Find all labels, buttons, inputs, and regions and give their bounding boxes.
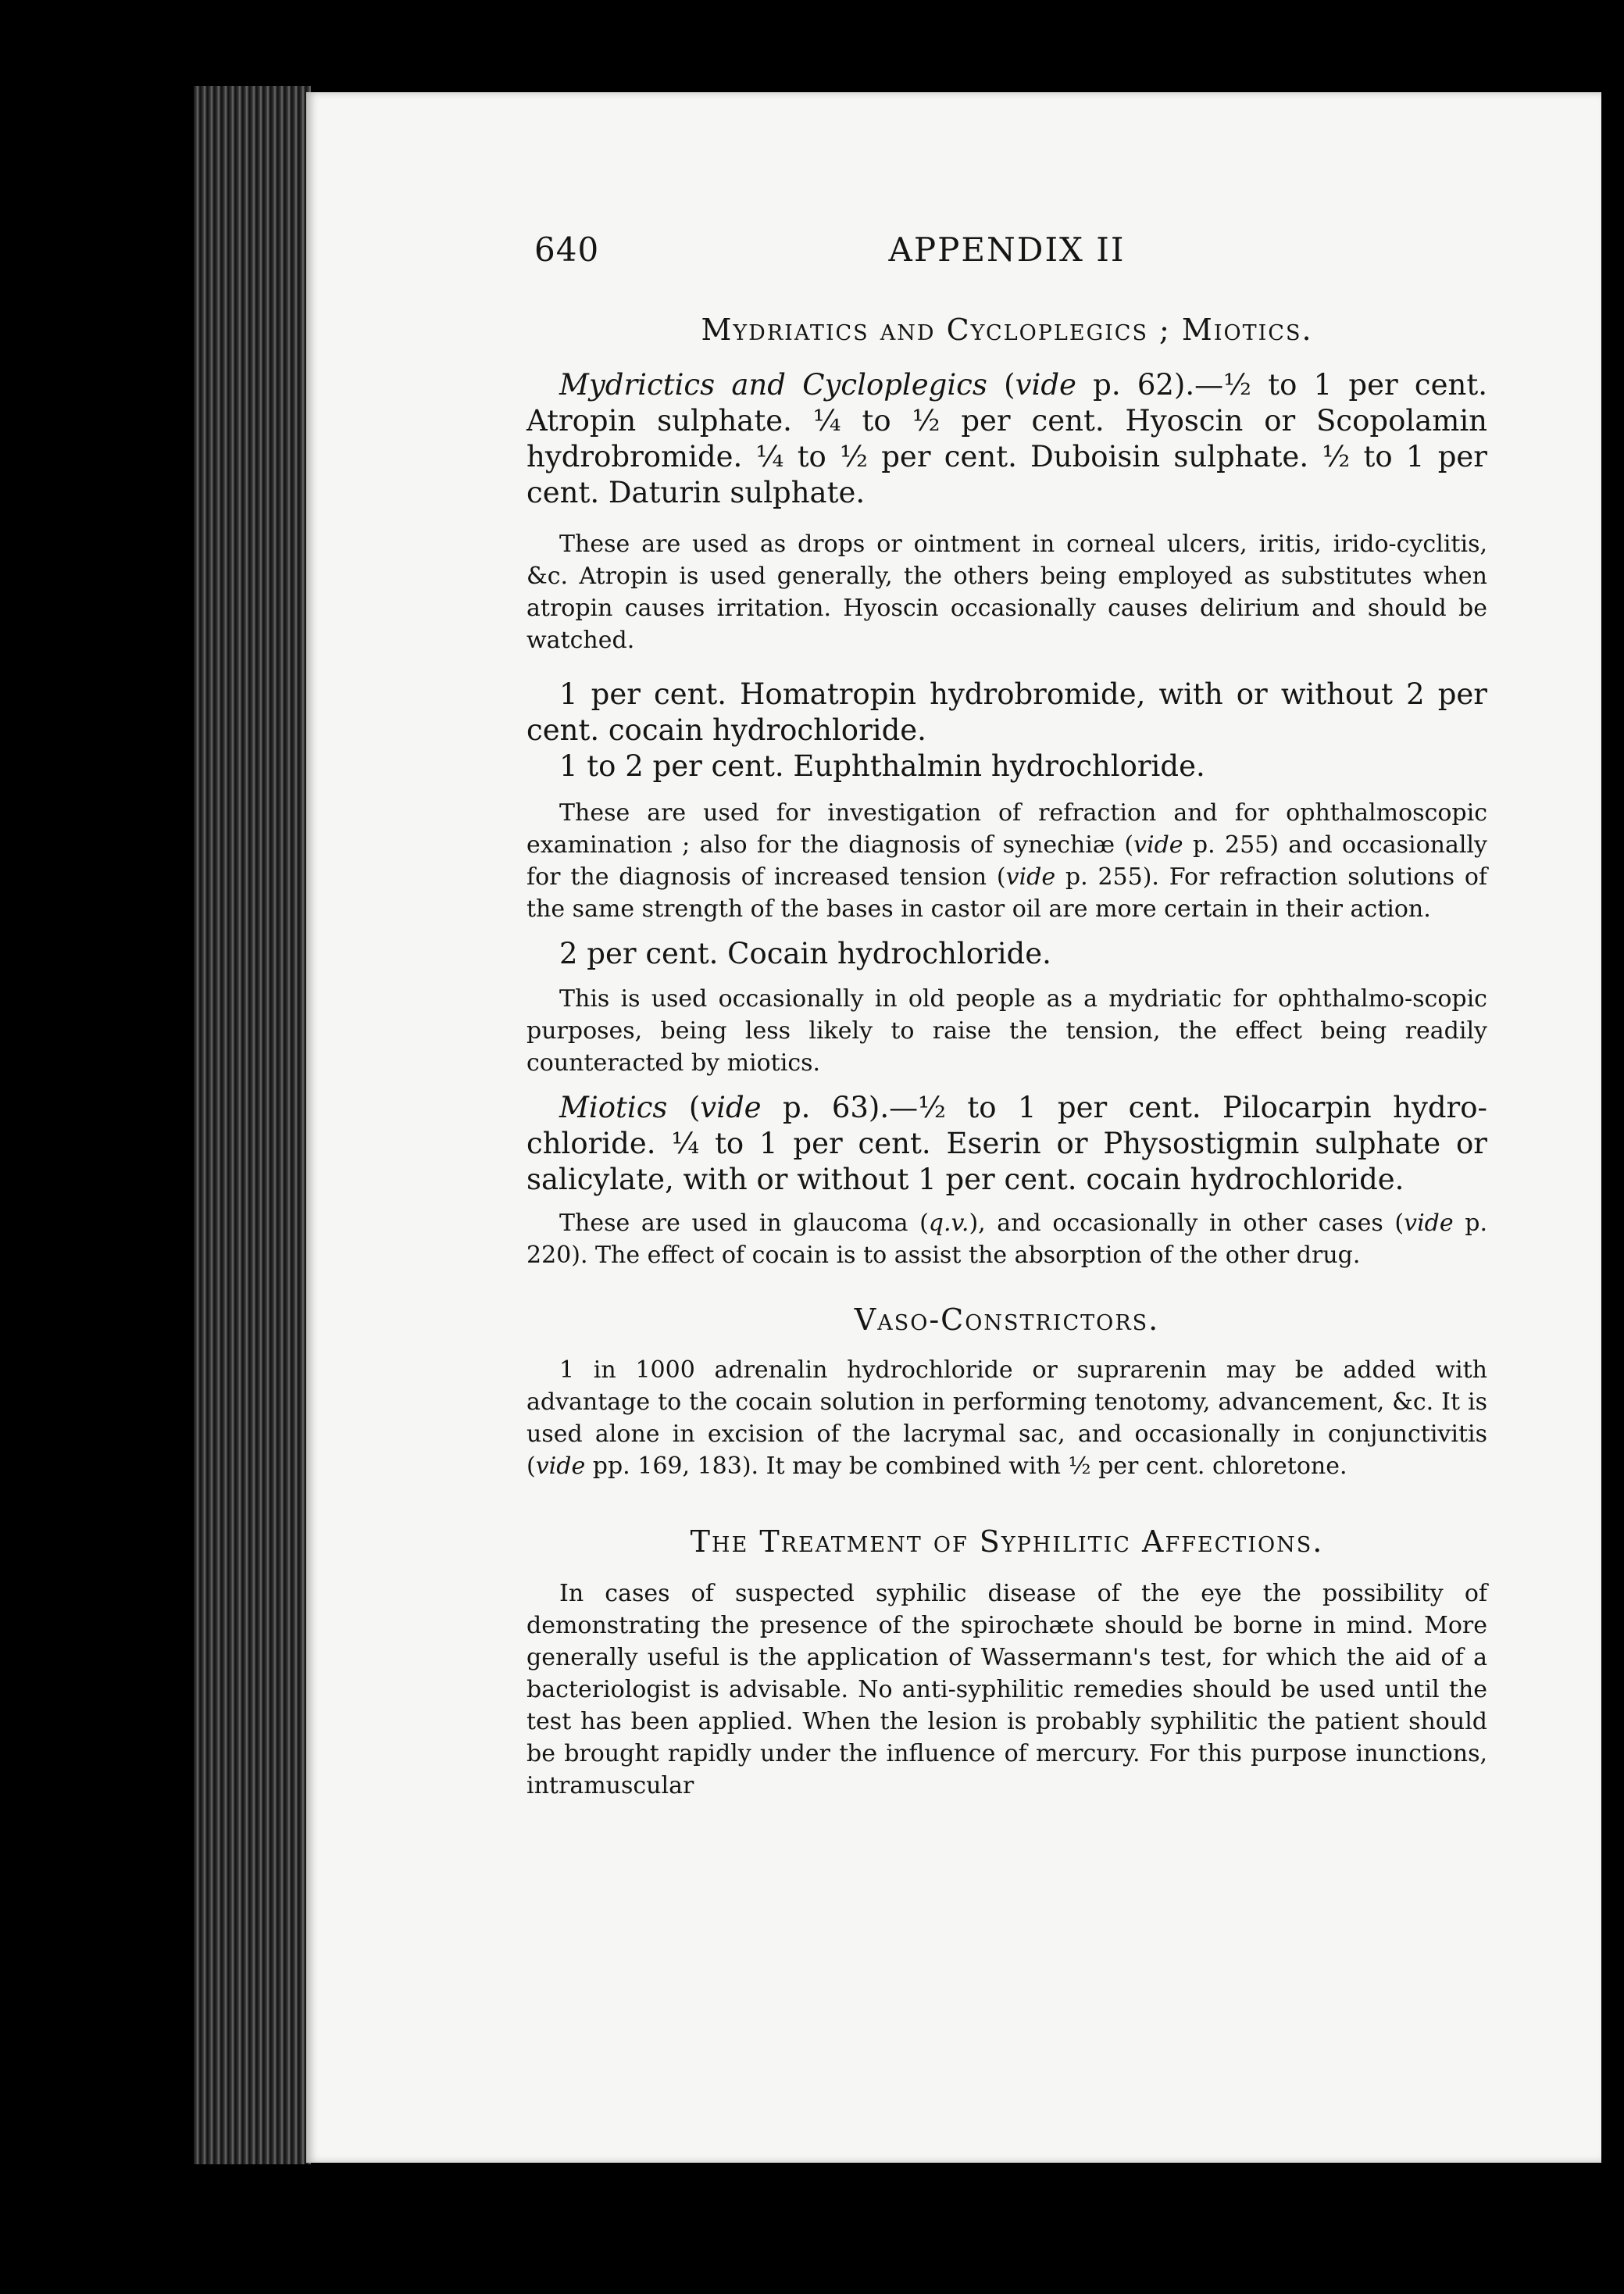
- book-edge: [194, 86, 311, 2164]
- paragraph-euphthalmin: 1 to 2 per cent. Euphthalmin hydrochloride.: [559, 749, 1205, 783]
- note-text: These are used in glaucoma (: [559, 1210, 929, 1237]
- paragraph-homatropin: 1 per cent. Homatropin hydrobromide, with or without 2 per cent. cocain hydrochloride.: [526, 677, 1487, 747]
- note-refraction: [526, 797, 1487, 925]
- lead-term: Miotics: [559, 1091, 668, 1124]
- page-content: [526, 227, 1487, 1802]
- paragraph-miotics: Miotics (vide p. 63).—½ to 1 per cent. Pilocarpin hydro-chloride. ¼ to 1 per cent. Eserin or Physostigmin sulphate or salicylate, with or without 1 per cent. cocain hydrochloride.: [526, 1091, 1487, 1196]
- section-heading-syphilis: The Treatment of Syphilitic Affections.: [690, 1524, 1324, 1559]
- vide-ref: vide: [1005, 863, 1056, 891]
- paragraph-text: pp. 169, 183). It may be combined with ½ per cent. chloretone.: [585, 1453, 1347, 1480]
- note-miotics: [526, 1207, 1487, 1271]
- note-text: p. 220). The effect of cocain is to assist the absorption of the other drug.: [526, 1210, 1487, 1269]
- paragraph-text: p. 62).—½ to 1 per cent. Atropin sulphate. ¼ to ½ per cent. Hyoscin or Scopolamin hydrobromide. ¼ to ½ per cent. Duboisin sulphate. ½ to 1 per cent. Daturin sulphate.: [526, 368, 1487, 509]
- note-text: ), and occasionally in other cases (: [969, 1210, 1404, 1237]
- qv-ref: q.v.: [928, 1210, 969, 1237]
- vide-ref: vide: [1404, 1210, 1454, 1237]
- note-mydriatics: These are used as drops or ointment in corneal ulcers, iritis, irido-cyclitis, &c. Atropin is used generally, the others being employed as substitutes when atropin causes irritation. Hyoscin occasionally causes delirium and should be watched.: [526, 531, 1487, 654]
- section-heading-mydriatics: Mydriatics and Cycloplegics ; Miotics.: [701, 313, 1313, 347]
- note-text: p. 255) and occasionally for the diagnosis of increased tension (: [526, 831, 1487, 891]
- paragraph-mydriatics: Mydrictics and Cycloplegics (vide p. 62).—½ to 1 per cent. Atropin sulphate. ¼ to ½ per cent. Hyoscin or Scopolamin hydrobromide. ¼ to ½ per cent. Duboisin sulphate. ½ to 1 per cent. Daturin sulphate.: [526, 368, 1487, 509]
- paragraph-cocain: 2 per cent. Cocain hydrochloride.: [559, 937, 1051, 970]
- vide-ref: vide: [700, 1091, 762, 1124]
- page-number: 640: [534, 230, 600, 269]
- section-heading-vaso: Vaso-Constrictors.: [854, 1302, 1160, 1337]
- paragraph-text: 1 in 1000 adrenalin hydrochloride or suprarenin may be added with advantage to the cocain solution in performing tenotomy, advancement, &c. It is used alone in excision of the lacrymal sac, and occasionally in conjunctivitis (: [526, 1356, 1487, 1480]
- vide-ref: vide: [1133, 831, 1183, 859]
- vide-ref: vide: [535, 1453, 586, 1480]
- lead-term: Mydrictics and Cycloplegics: [559, 368, 987, 402]
- paragraph-syphilis: In cases of suspected syphilic disease of the eye the possibility of demonstrating the presence of the spirochæte should be borne in mind. More generally useful is the application of Wassermann's test, for which the aid of a bacteriologist is advisable. No anti-syphilitic remedies should be used until the test has been applied. When the lesion is probably syphilitic the patient should be brought rapidly under the influence of mercury. For this purpose inunctions, intramuscular: [526, 1580, 1487, 1799]
- paragraph-text: p. 63).—½ to 1 per cent. Pilocarpin hydro-chloride. ¼ to 1 per cent. Eserin or Physostigmin sulphate or salicylate, with or without 1 per cent. cocain hydrochloride.: [526, 1091, 1487, 1196]
- running-title: APPENDIX II: [888, 230, 1126, 269]
- note-cocain: This is used occasionally in old people as a mydriatic for ophthalmo-scopic purposes, being less likely to raise the tension, the effect being readily counteracted by miotics.: [526, 985, 1487, 1077]
- vide-ref: vide: [1015, 368, 1076, 402]
- note-text: p. 255). For refraction solutions of the same strength of the bases in castor oil are more certain in their action.: [526, 863, 1487, 923]
- paragraph-vaso: [526, 1354, 1487, 1482]
- running-head: [526, 227, 1487, 273]
- note-text: These are used for investigation of refraction and for ophthalmoscopic examination ; also for the diagnosis of synechiæ (: [526, 799, 1487, 859]
